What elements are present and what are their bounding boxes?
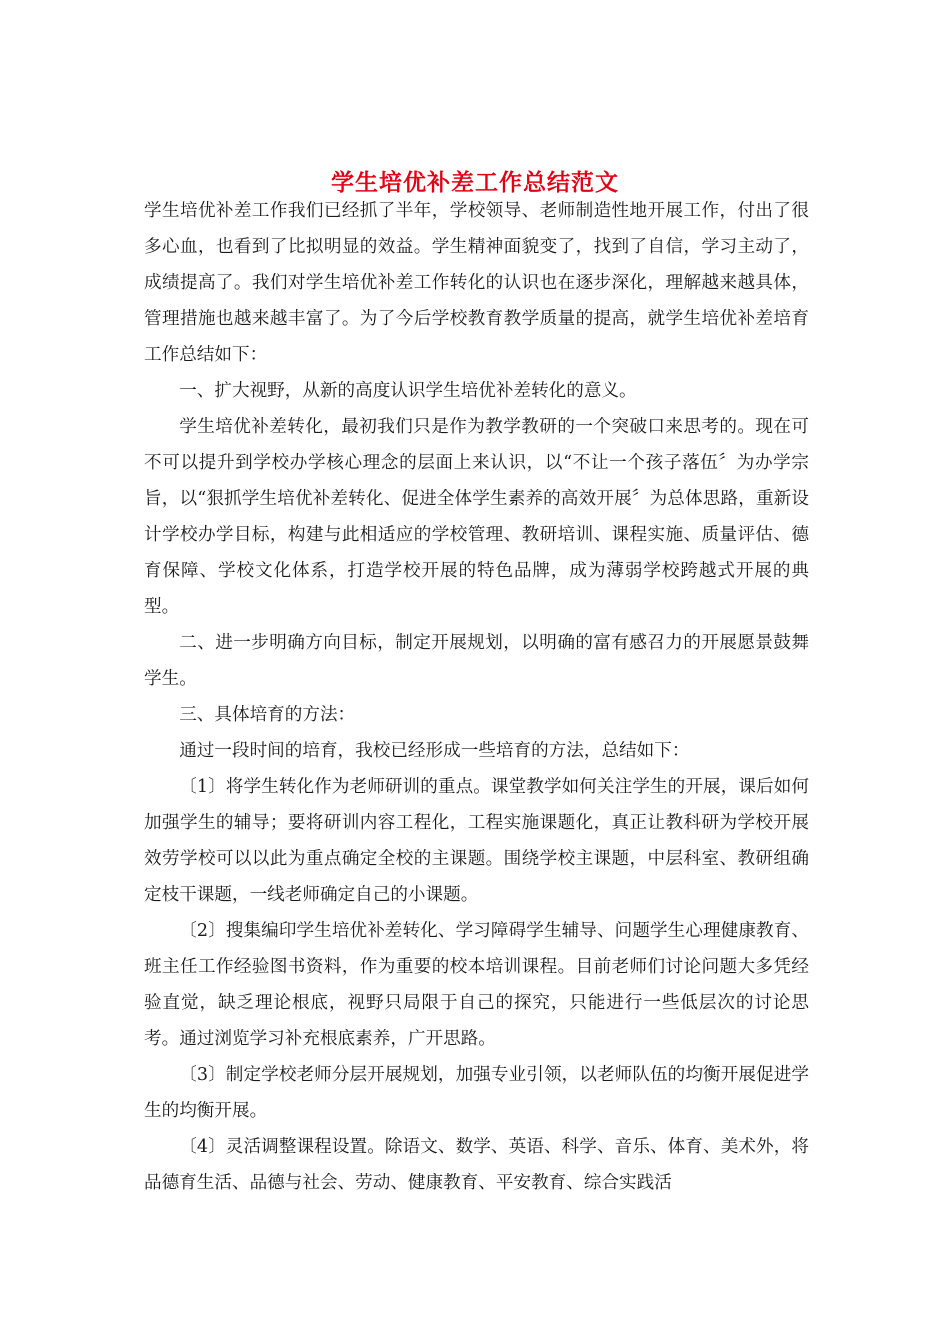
- document-title: 学生培优补差工作总结范文: [331, 169, 619, 197]
- paragraph-methods-intro: 通过一段时间的培育，我校已经形成一些培育的方法，总结如下：: [179, 741, 690, 761]
- section-heading-1: 一、扩大视野，从新的高度认识学生培优补差转化的意义。: [179, 381, 637, 401]
- section-heading-3: 三、具体培育的方法：: [179, 705, 356, 725]
- paragraph-section-1: 学生培优补差转化，最初我们只是作为教学教研的一个突破口来思考的。现在可不可以提升到学校办学核心理念的层面上来认识，以“不让一个孩子落伍〞为办学宗旨，以“狠抓学生培优补差转化、促进全体学生素养的高效开展〞为总体思路，重新设计学校办学目标，构建与此相适应的学校管理、教研培训、课程实施、质量评估、德育保障、学校文化体系，打造学校开展的特色品牌，成为薄弱学校跨越式开展的典型。: [144, 417, 809, 617]
- document-body: [144, 193, 809, 1201]
- paragraph-method-4: 〔4〕灵活调整课程设置。除语文、数学、英语、科学、音乐、体育、美术外，将品德育生活、品德与社会、劳动、健康教育、平安教育、综合实践活: [144, 1137, 809, 1193]
- section-heading-2: 二、进一步明确方向目标，制定开展规划，以明确的富有感召力的开展愿景鼓舞学生。: [144, 633, 809, 689]
- paragraph-method-1: 〔1〕将学生转化作为老师研训的重点。课堂教学如何关注学生的开展，课后如何加强学生的辅导；要将研训内容工程化，工程实施课题化，真正让教科研为学校开展效劳学校可以以此为重点确定全校的主课题。围绕学校主课题，中层科室、教研组确定枝干课题，一线老师确定自己的小课题。: [144, 777, 809, 905]
- paragraph-intro: 学生培优补差工作我们已经抓了半年，学校领导、老师制造性地开展工作，付出了很多心血，也看到了比拟明显的效益。学生精神面貌变了，找到了自信，学习主动了，成绩提高了。我们对学生培优补差工作转化的认识也在逐步深化，理解越来越具体，管理措施也越来越丰富了。为了今后学校教育教学质量的提高，就学生培优补差培育工作总结如下：: [144, 201, 809, 365]
- paragraph-method-2: 〔2〕搜集编印学生培优补差转化、学习障碍学生辅导、问题学生心理健康教育、班主任工作经验图书资料，作为重要的校本培训课程。目前老师们讨论问题大多凭经验直觉，缺乏理论根底，视野只局限于自己的探究，只能进行一些低层次的讨论思考。通过浏览学习补充根底素养，广开思路。: [144, 921, 809, 1049]
- paragraph-method-3: 〔3〕制定学校老师分层开展规划，加强专业引领，以老师队伍的均衡开展促进学生的均衡开展。: [144, 1065, 809, 1121]
